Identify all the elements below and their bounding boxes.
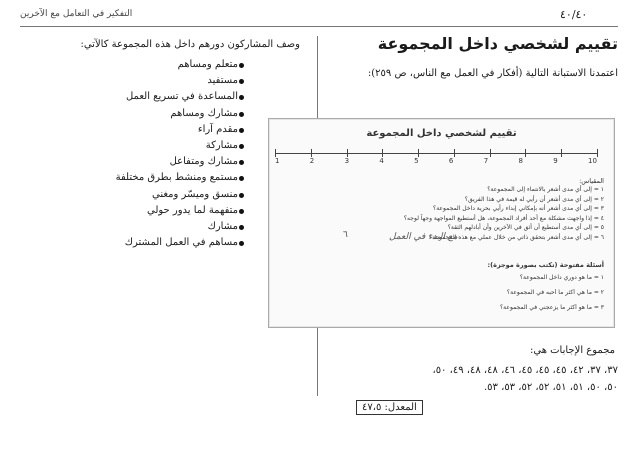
scale-number: 5 bbox=[414, 157, 419, 165]
list-item-label: متعلم ومساهم bbox=[177, 59, 238, 70]
form-title: تقييم لشخصي داخل المجموعة bbox=[366, 128, 517, 139]
answers-line-2: ٥٠، ٥٠، ٥١، ٥١، ٥٢، ٥٢، ٥٣، ٥٣. bbox=[483, 382, 618, 393]
scale-number: 1 bbox=[275, 157, 280, 165]
form-item: ٤ = إذا واجهت مشكلة مع أحد أفراد المجموعة، هل أستطيع المواجهة وجهاً لوجه؟ bbox=[403, 214, 604, 222]
scale-tick bbox=[275, 149, 276, 157]
scale-number: 9 bbox=[553, 157, 558, 165]
scale-tick bbox=[347, 149, 348, 157]
list-item-label: مقدم آراء bbox=[197, 123, 238, 135]
form-item: ٣ = إلى أي مدى أشعر أنه بإمكاني إبداء رأيي بحرية داخل المجموعة؟ bbox=[433, 205, 604, 213]
form-item: ٦ = إلى أي مدى أشعر بتحقق ذاتي من خلال عملي مع هذه المجموعة؟ bbox=[429, 233, 604, 241]
bullet-icon bbox=[239, 176, 244, 181]
bullet-icon bbox=[239, 144, 244, 149]
scale-tick bbox=[382, 149, 383, 157]
list-item bbox=[20, 138, 300, 154]
scale-tick bbox=[561, 149, 562, 157]
form-item: ٥ = إلى أي مدى أستطيع أن أثق في الآخرين وأن أبادلهم الثقة؟ bbox=[447, 224, 604, 232]
list-item-label: مساهم في العمل المشترك bbox=[124, 237, 238, 249]
header-divider bbox=[20, 26, 618, 27]
list-item-label: مستفيد bbox=[207, 75, 238, 87]
list-item-label: المساعدة في تسريع العمل bbox=[125, 91, 238, 103]
list-item-label: مستمع ومنشط بطرق مختلفة bbox=[115, 172, 238, 184]
scale-tick bbox=[525, 149, 526, 157]
roles-list bbox=[20, 57, 300, 251]
list-item-label: مشارك ومساهم bbox=[170, 107, 238, 119]
scale-number: 3 bbox=[344, 157, 350, 165]
running-title: التفكير في التعامل مع الآخرين bbox=[20, 9, 133, 19]
scale-tick bbox=[597, 149, 598, 157]
form-item: ١ = إلى أي مدى أشعر بالانتماء إلى المجموعة؟ bbox=[487, 186, 604, 193]
scale-tick bbox=[418, 149, 419, 157]
list-item-label: متفهمة لما يدور حولي bbox=[146, 204, 238, 216]
scale-number: 10 bbox=[588, 157, 597, 165]
answers-label: مجموع الإجابات هي: bbox=[529, 345, 615, 356]
list-item bbox=[20, 73, 300, 89]
bullet-icon bbox=[239, 112, 244, 117]
form-item: ٢ = إلى أي مدى أشعر أن رأيي له قيمة في هذا الفريق؟ bbox=[464, 195, 604, 203]
bullet-icon bbox=[239, 160, 244, 165]
right-column bbox=[335, 34, 618, 82]
list-item-label: منسق وميسّر ومغني bbox=[152, 188, 238, 200]
bullet-icon bbox=[239, 241, 244, 246]
bullet-icon bbox=[239, 79, 244, 84]
list-item bbox=[20, 203, 300, 219]
handwritten-note: مع البدء في العمل bbox=[389, 232, 458, 242]
list-item bbox=[20, 57, 300, 73]
scale-number: 2 bbox=[309, 157, 315, 165]
handwritten-number: ٦ bbox=[343, 230, 348, 240]
open-question: ٢ = ما هي أكثر ما أحبه في المجموعة؟ bbox=[506, 289, 604, 296]
list-item bbox=[20, 187, 300, 203]
open-question: ١ = ما هو دوري داخل المجموعة؟ bbox=[519, 274, 604, 281]
bullet-icon bbox=[239, 128, 244, 133]
open-questions-label: أسئلة مفتوحة (تكتب بصورة موجزة): bbox=[487, 261, 604, 269]
bullet-icon bbox=[239, 193, 244, 198]
scale-tick bbox=[311, 149, 312, 157]
list-item-label: مشارك bbox=[207, 221, 238, 233]
left-column bbox=[20, 36, 300, 251]
open-question: ٣ = ما هو أكثر ما يزعجني في المجموعة؟ bbox=[499, 304, 604, 311]
scale-tick bbox=[490, 149, 491, 157]
list-item-label: مشاركة bbox=[205, 140, 238, 152]
list-item bbox=[20, 89, 300, 105]
roles-intro: وصف المشاركون دورهم داخل هذه المجموعة كالآتي: bbox=[80, 39, 300, 50]
scale-number: 7 bbox=[483, 157, 489, 165]
list-item bbox=[20, 106, 300, 122]
list-item bbox=[20, 219, 300, 235]
list-item-label: مشارك ومتفاعل bbox=[169, 156, 238, 168]
scale-number: 6 bbox=[448, 157, 454, 165]
list-item bbox=[20, 170, 300, 186]
list-item bbox=[20, 122, 300, 138]
bullet-icon bbox=[239, 95, 244, 100]
scale-numbers bbox=[275, 157, 597, 165]
bullet-icon bbox=[239, 225, 244, 230]
list-item bbox=[20, 235, 300, 251]
scale-line bbox=[275, 153, 597, 154]
bullet-icon bbox=[239, 209, 244, 214]
form-scale-heading: المقياس: bbox=[579, 177, 604, 185]
list-item bbox=[20, 154, 300, 170]
scale-tick bbox=[454, 149, 455, 157]
bullet-icon bbox=[239, 63, 244, 68]
scale-number: 4 bbox=[379, 157, 384, 165]
scale-number: 8 bbox=[518, 157, 523, 165]
section-title: تقييم لشخصي داخل المجموعة bbox=[377, 34, 618, 53]
page-number: ٤٠/٤٠ bbox=[560, 8, 588, 21]
questionnaire-scan bbox=[268, 118, 615, 328]
answers-line-1: ٣٧، ٣٧، ٤٢، ٤٥، ٤٥، ٤٥، ٤٦، ٤٨، ٤٨، ٤٩، ٥٠، bbox=[432, 365, 618, 376]
section-intro: اعتمدنا الاستبانة التالية (أفكار في العمل مع الناس، ص ٢٥٩): bbox=[367, 68, 618, 79]
average-box: المعدل: ٤٧،٥ bbox=[356, 400, 423, 415]
